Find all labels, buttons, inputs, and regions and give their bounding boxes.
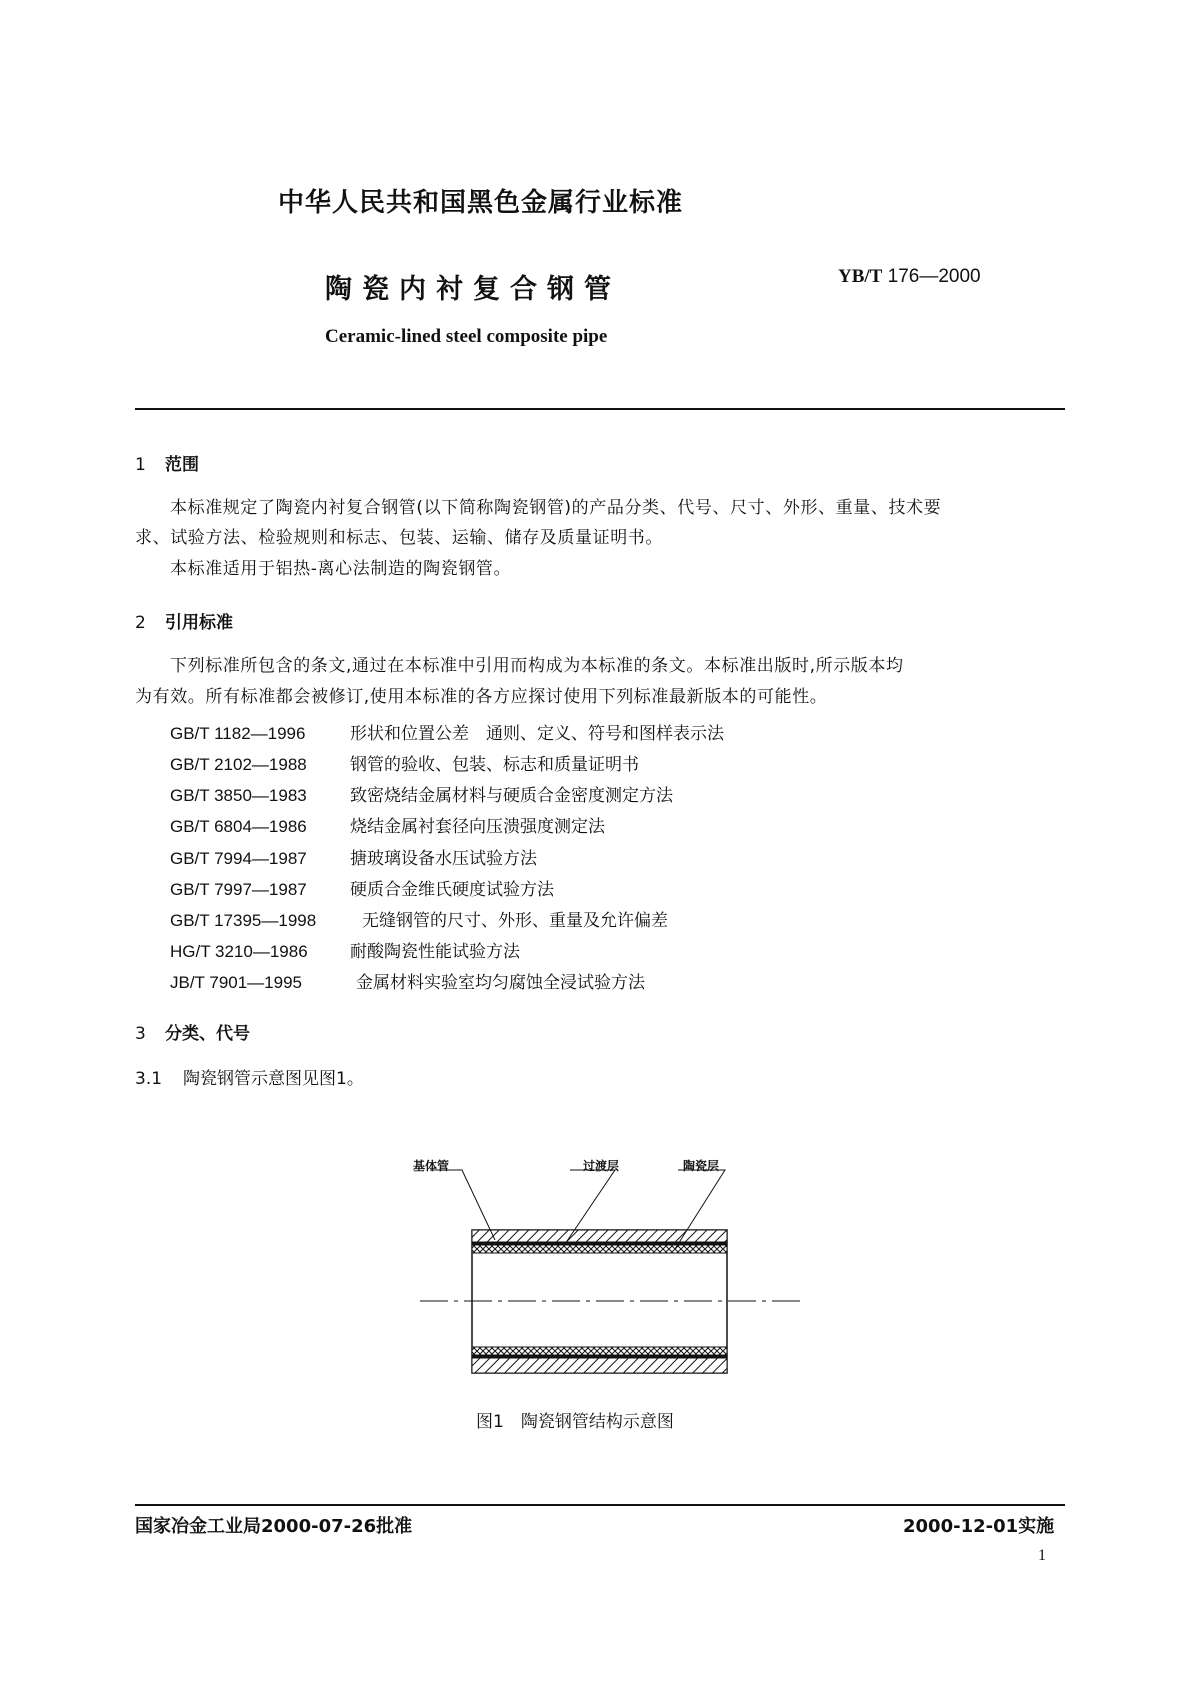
- reference-title: 硬质合金维氏硬度试验方法: [350, 880, 554, 900]
- reference-item: [170, 875, 554, 900]
- section-title: 分类、代号: [165, 1024, 250, 1044]
- section-number: 1: [135, 455, 146, 475]
- reference-item: [170, 781, 673, 806]
- section-number: 2: [135, 613, 146, 633]
- section-1-para-line: 本标准规定了陶瓷内衬复合钢管(以下简称陶瓷钢管)的产品分类、代号、尺寸、外形、重量、技术要: [170, 498, 942, 518]
- ceramic-layer-bottom: [472, 1347, 727, 1355]
- reference-code: GB/T 6804—1986: [170, 817, 307, 836]
- reference-item: [170, 750, 639, 775]
- section-3-heading: [135, 1019, 250, 1044]
- reference-code: GB/T 2102—1988: [170, 755, 307, 774]
- reference-item: [170, 937, 520, 962]
- section-2-heading: [135, 608, 233, 633]
- reference-title: 致密烧结金属材料与硬质合金密度测定方法: [350, 786, 673, 806]
- standard-code: [838, 266, 981, 288]
- reference-title: 金属材料实验室均匀腐蚀全浸试验方法: [356, 973, 645, 993]
- standard-code-number: 176—2000: [887, 266, 981, 287]
- label-base-pipe: 基体管: [413, 1159, 450, 1173]
- reference-code: GB/T 7994—1987: [170, 849, 307, 868]
- approval-date: 国家冶金工业局2000-07-26批准: [135, 1516, 413, 1537]
- reference-title: 搪玻璃设备水压试验方法: [350, 849, 537, 869]
- header-rule: [135, 408, 1065, 410]
- implementation-date: 2000-12-01实施: [903, 1516, 1055, 1537]
- document-title: 陶瓷内衬复合钢管: [325, 274, 621, 305]
- subsection-text: 陶瓷钢管示意图见图1。: [183, 1069, 364, 1089]
- label-ceramic-layer: 陶瓷层: [683, 1159, 720, 1173]
- section-1-para-line: 求、试验方法、检验规则和标志、包装、运输、储存及质量证明书。: [135, 528, 663, 548]
- subsection-number: 3.1: [135, 1069, 163, 1089]
- standard-code-prefix: YB/T: [838, 266, 883, 287]
- subsection-3-1: [135, 1064, 364, 1089]
- base-pipe-wall-top: [472, 1230, 727, 1242]
- reference-item: [170, 906, 668, 931]
- reference-item: [170, 844, 537, 869]
- reference-item: [170, 812, 605, 837]
- reference-code: JB/T 7901—1995: [170, 973, 302, 992]
- section-title: 引用标准: [165, 613, 233, 633]
- reference-item: [170, 968, 645, 993]
- section-title: 范围: [165, 455, 199, 475]
- section-1-para-2: 本标准适用于铝热-离心法制造的陶瓷钢管。: [170, 559, 512, 579]
- figure-caption: 图1 陶瓷钢管结构示意图: [476, 1412, 674, 1432]
- reference-title: 无缝钢管的尺寸、外形、重量及允许偏差: [362, 911, 668, 931]
- section-2-para-line: 为有效。所有标准都会被修订,使用本标准的各方应探讨使用下列标准最新版本的可能性。: [135, 687, 828, 707]
- reference-code: GB/T 3850—1983: [170, 786, 307, 805]
- page-number: 1: [1038, 1547, 1046, 1564]
- section-2-para-line: 下列标准所包含的条文,通过在本标准中引用而构成为本标准的条文。本标准出版时,所示版本均: [170, 656, 904, 676]
- reference-code: GB/T 7997—1987: [170, 880, 307, 899]
- label-transition-layer: 过渡层: [583, 1159, 620, 1173]
- ceramic-layer-top: [472, 1245, 727, 1253]
- reference-title: 钢管的验收、包装、标志和质量证明书: [350, 755, 639, 775]
- reference-code: GB/T 1182—1996: [170, 724, 306, 743]
- section-1-heading: [135, 450, 199, 475]
- reference-title: 形状和位置公差 通则、定义、符号和图样表示法: [350, 724, 724, 744]
- base-pipe-wall-bottom: [472, 1358, 727, 1373]
- reference-title: 烧结金属衬套径向压溃强度测定法: [350, 817, 605, 837]
- reference-code: GB/T 17395—1998: [170, 911, 317, 930]
- footer-rule: [135, 1504, 1065, 1506]
- reference-code: HG/T 3210—1986: [170, 942, 308, 961]
- reference-item: [170, 719, 724, 744]
- reference-title: 耐酸陶瓷性能试验方法: [350, 942, 520, 962]
- document-title-en: Ceramic-lined steel composite pipe: [325, 326, 608, 347]
- section-number: 3: [135, 1024, 146, 1044]
- pipe-structure-diagram: [420, 1150, 800, 1395]
- industry-heading: 中华人民共和国黑色金属行业标准: [278, 188, 684, 218]
